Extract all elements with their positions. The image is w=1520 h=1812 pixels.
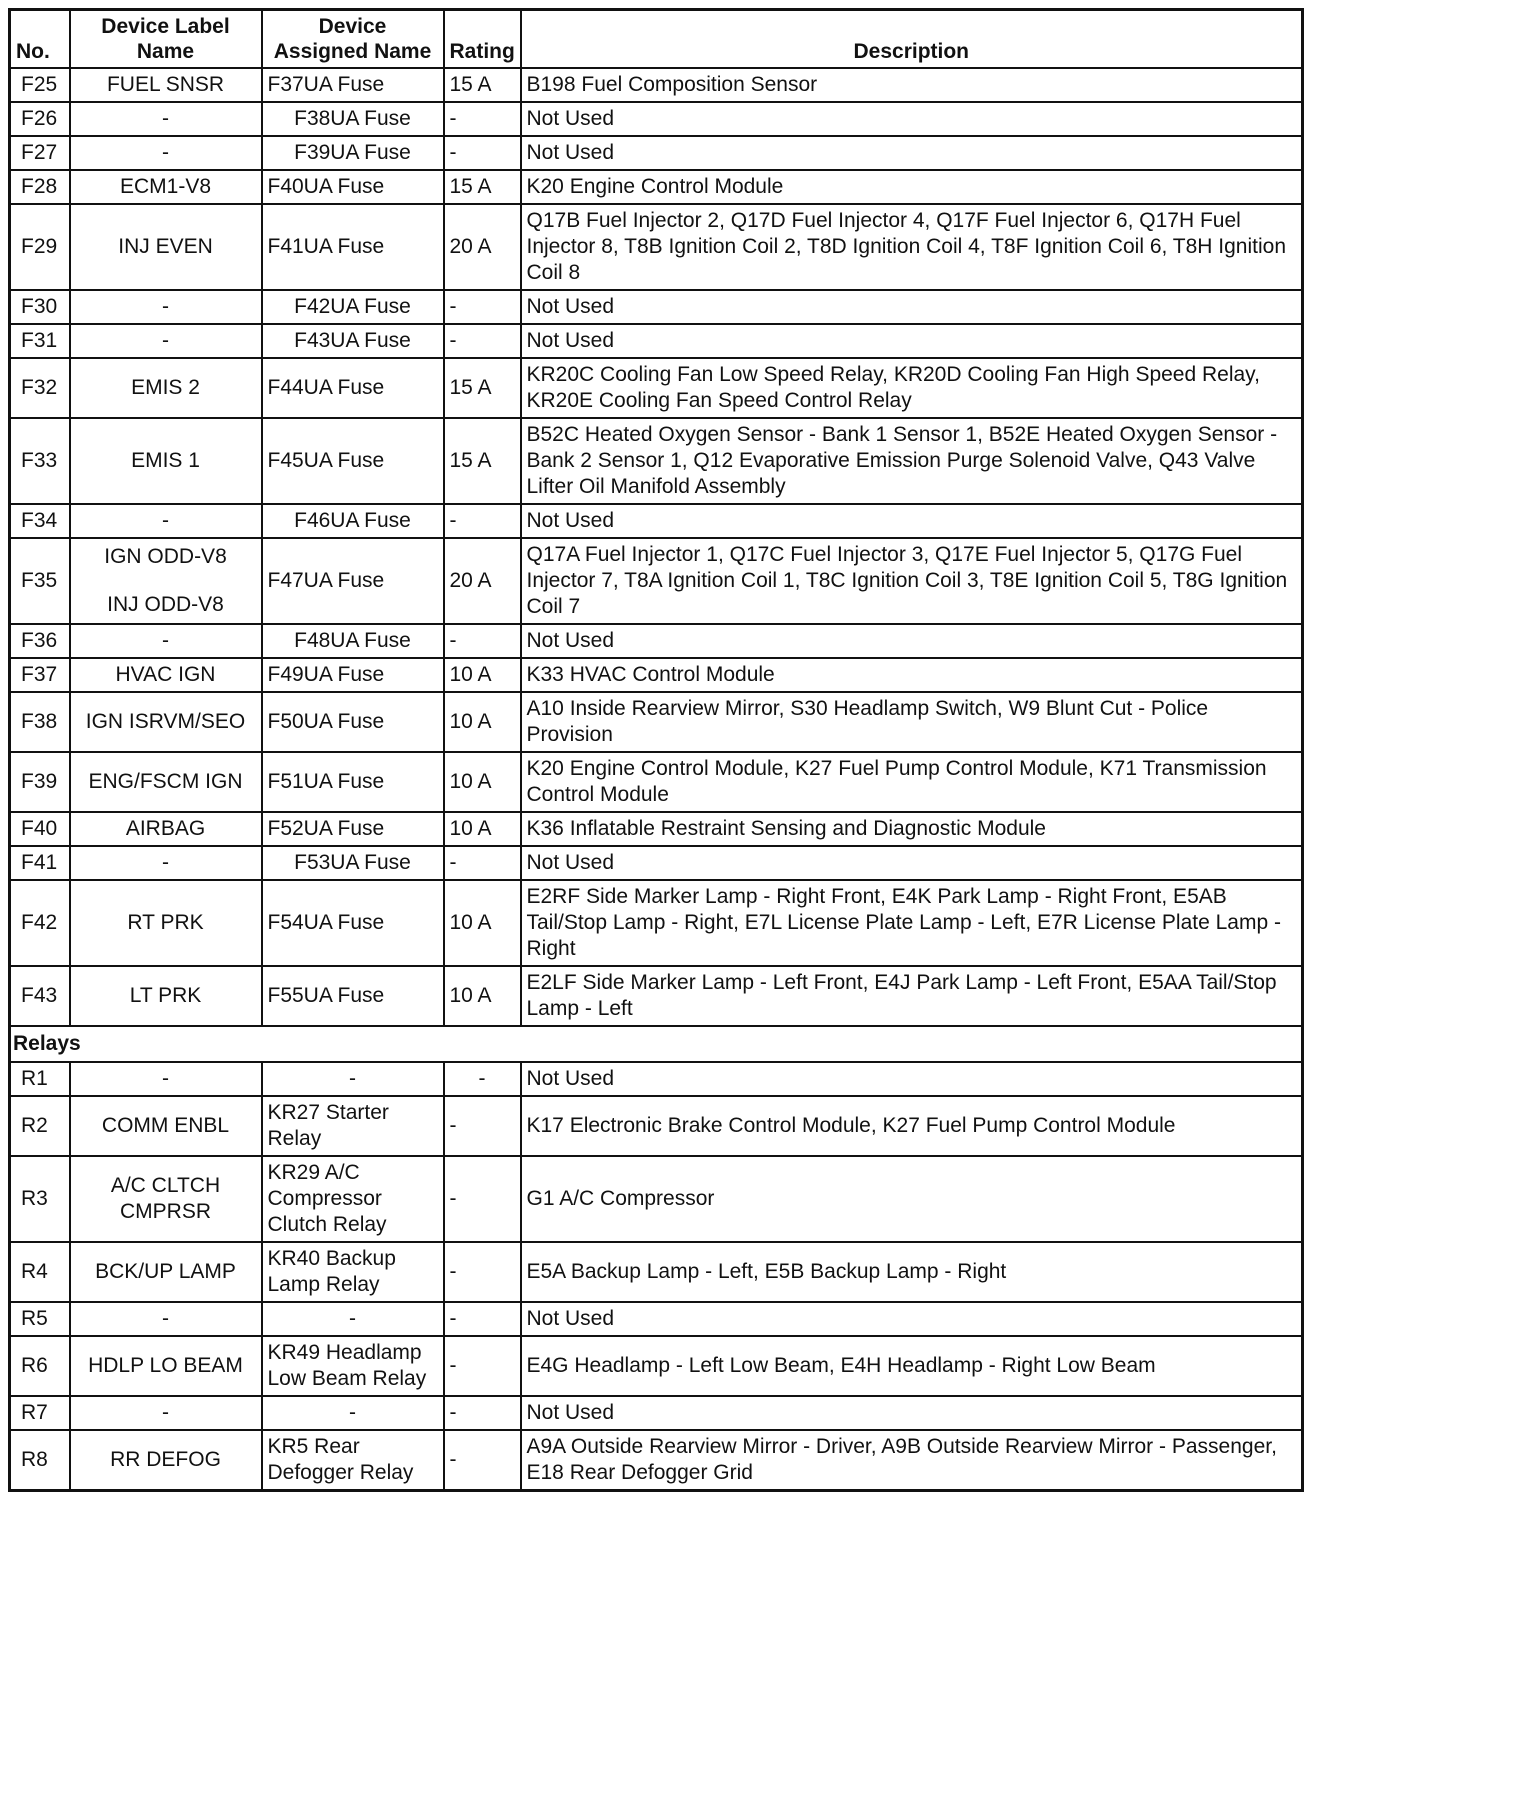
fuse-description: A10 Inside Rearview Mirror, S30 Headlamp Switch, W9 Blunt Cut - Police Provision [521, 692, 1303, 752]
relay-row [10, 1302, 1303, 1336]
fuse-rating: - [444, 290, 521, 324]
header-device-assigned-name [262, 10, 444, 69]
relay-assigned-name: KR27 Starter Relay [262, 1096, 444, 1156]
fuse-rating: 15 A [444, 170, 521, 204]
fuse-rating: 15 A [444, 358, 521, 418]
fuse-rating: 15 A [444, 418, 521, 504]
relay-assigned-name: KR49 Headlamp Low Beam Relay [262, 1336, 444, 1396]
fuse-row [10, 170, 1303, 204]
fuse-rating: - [444, 102, 521, 136]
fuse-no: F42 [10, 880, 70, 966]
fuse-assigned-name: F52UA Fuse [262, 812, 444, 846]
fuse-assigned-name: F45UA Fuse [262, 418, 444, 504]
fuse-label-line2: INJ ODD-V8 [107, 593, 224, 616]
relay-row [10, 1096, 1303, 1156]
relay-label-name: COMM ENBL [70, 1096, 262, 1156]
relay-rating: - [444, 1242, 521, 1302]
fuse-rating: 10 A [444, 658, 521, 692]
fuse-description: K20 Engine Control Module, K27 Fuel Pump Control Module, K71 Transmission Control Module [521, 752, 1303, 812]
fuse-description: K20 Engine Control Module [521, 170, 1303, 204]
fuse-no: F38 [10, 692, 70, 752]
fuse-label-name: - [70, 504, 262, 538]
relay-description: E5A Backup Lamp - Left, E5B Backup Lamp - Right [521, 1242, 1303, 1302]
fuse-description: Q17A Fuel Injector 1, Q17C Fuel Injector 3, Q17E Fuel Injector 5, Q17G Fuel Injector 7, T8A Ignition Coil 1, T8C Ignition Coil 3, T8E Ignition Coil 5, T8G Ignition Coil 7 [521, 538, 1303, 624]
fuse-rating: 20 A [444, 204, 521, 290]
fuse-rating: 10 A [444, 966, 521, 1026]
fuse-assigned-name: F50UA Fuse [262, 692, 444, 752]
fuse-row [10, 418, 1303, 504]
relay-label-name: - [70, 1062, 262, 1096]
relay-rating: - [444, 1336, 521, 1396]
relay-rating: - [444, 1302, 521, 1336]
fuse-description: B52C Heated Oxygen Sensor - Bank 1 Sensor 1, B52E Heated Oxygen Sensor - Bank 2 Sensor 1, Q12 Evaporative Emission Purge Solenoid Valve, Q43 Valve Lifter Oil Manifold Assembly [521, 418, 1303, 504]
relay-description: Not Used [521, 1302, 1303, 1336]
fuse-label-name: HVAC IGN [70, 658, 262, 692]
fuse-assigned-name: F42UA Fuse [262, 290, 444, 324]
relay-row [10, 1062, 1303, 1096]
fuse-label-name: FUEL SNSR [70, 68, 262, 102]
relay-label-name: BCK/UP LAMP [70, 1242, 262, 1302]
relay-assigned-name: KR29 A/C Compressor Clutch Relay [262, 1156, 444, 1242]
fuse-rating: 15 A [444, 68, 521, 102]
fuse-row [10, 812, 1303, 846]
fuse-assigned-name: F46UA Fuse [262, 504, 444, 538]
relay-rating: - [444, 1096, 521, 1156]
fuse-description: B198 Fuel Composition Sensor [521, 68, 1303, 102]
fuse-no: F25 [10, 68, 70, 102]
fuse-row [10, 658, 1303, 692]
header-no: No. [10, 10, 70, 69]
fuse-assigned-name: F51UA Fuse [262, 752, 444, 812]
fuse-label-name: RT PRK [70, 880, 262, 966]
relay-row [10, 1336, 1303, 1396]
relay-row [10, 1156, 1303, 1242]
header-device-label-name [70, 10, 262, 69]
header-device-label-line2: Name [136, 40, 195, 63]
relay-no: R1 [10, 1062, 70, 1096]
fuse-rating: - [444, 136, 521, 170]
fuse-assigned-name: F43UA Fuse [262, 324, 444, 358]
relay-description: G1 A/C Compressor [521, 1156, 1303, 1242]
fuse-assigned-name: F44UA Fuse [262, 358, 444, 418]
header-device-assigned-line1: Device [318, 15, 387, 38]
fuse-no: F36 [10, 624, 70, 658]
fuse-row [10, 966, 1303, 1026]
fuse-no: F29 [10, 204, 70, 290]
fuse-label-name: ENG/FSCM IGN [70, 752, 262, 812]
relay-label-name: RR DEFOG [70, 1430, 262, 1491]
relay-no: R4 [10, 1242, 70, 1302]
fuse-no: F28 [10, 170, 70, 204]
relay-rating: - [444, 1062, 521, 1096]
fuse-row [10, 504, 1303, 538]
fuse-row [10, 846, 1303, 880]
fuse-label-name: AIRBAG [70, 812, 262, 846]
fuse-no: F39 [10, 752, 70, 812]
fuse-relay-table [8, 8, 1304, 1492]
fuse-rating: 10 A [444, 880, 521, 966]
fuse-assigned-name: F53UA Fuse [262, 846, 444, 880]
fuse-rating: 10 A [444, 812, 521, 846]
relay-no: R3 [10, 1156, 70, 1242]
fuse-description: Not Used [521, 136, 1303, 170]
relay-assigned-name: KR40 Backup Lamp Relay [262, 1242, 444, 1302]
fuse-label-name: IGN ISRVM/SEO [70, 692, 262, 752]
fuse-label-name: EMIS 1 [70, 418, 262, 504]
fuse-row [10, 752, 1303, 812]
fuse-row [10, 68, 1303, 102]
fuse-no: F30 [10, 290, 70, 324]
fuse-label-name: - [70, 136, 262, 170]
fuse-row [10, 324, 1303, 358]
fuse-label-name: ECM1-V8 [70, 170, 262, 204]
fuse-no: F27 [10, 136, 70, 170]
fuse-rating: - [444, 504, 521, 538]
relay-no: R2 [10, 1096, 70, 1156]
relay-description: K17 Electronic Brake Control Module, K27 Fuel Pump Control Module [521, 1096, 1303, 1156]
fuse-row [10, 204, 1303, 290]
fuse-assigned-name: F55UA Fuse [262, 966, 444, 1026]
fuse-description: Not Used [521, 290, 1303, 324]
relay-rating: - [444, 1430, 521, 1491]
fuse-no: F26 [10, 102, 70, 136]
fuse-no: F31 [10, 324, 70, 358]
fuse-row [10, 136, 1303, 170]
fuse-description: Q17B Fuel Injector 2, Q17D Fuel Injector 4, Q17F Fuel Injector 6, Q17H Fuel Injector 8, T8B Ignition Coil 2, T8D Ignition Coil 4, T8F Ignition Coil 6, T8H Ignition Coil 8 [521, 204, 1303, 290]
fuse-row [10, 692, 1303, 752]
fuse-no: F41 [10, 846, 70, 880]
relay-label-name: HDLP LO BEAM [70, 1336, 262, 1396]
fuse-row [10, 358, 1303, 418]
fuse-description: Not Used [521, 504, 1303, 538]
fuse-no: F35 [10, 538, 70, 624]
relay-label-name: - [70, 1396, 262, 1430]
relays-heading: Relays [10, 1026, 1303, 1062]
fuse-row [10, 538, 1303, 624]
fuse-description: Not Used [521, 624, 1303, 658]
relays-section [10, 1026, 1303, 1062]
fuse-assigned-name: F40UA Fuse [262, 170, 444, 204]
fuse-row [10, 880, 1303, 966]
fuse-label-name: LT PRK [70, 966, 262, 1026]
fuse-no: F43 [10, 966, 70, 1026]
fuse-row [10, 102, 1303, 136]
relay-assigned-name: KR5 Rear Defogger Relay [262, 1430, 444, 1491]
fuse-label-name: - [70, 624, 262, 658]
relay-no: R8 [10, 1430, 70, 1491]
table-header-row [10, 10, 1303, 69]
fuse-row [10, 290, 1303, 324]
fuse-label-name: - [70, 324, 262, 358]
relay-row [10, 1430, 1303, 1491]
fuse-label-name: EMIS 2 [70, 358, 262, 418]
relay-description: A9A Outside Rearview Mirror - Driver, A9B Outside Rearview Mirror - Passenger, E18 Rear Defogger Grid [521, 1430, 1303, 1491]
fuse-description: K36 Inflatable Restraint Sensing and Diagnostic Module [521, 812, 1303, 846]
header-description: Description [521, 10, 1303, 69]
fuse-rows [10, 68, 1303, 1026]
relay-rows [10, 1062, 1303, 1491]
relay-rating: - [444, 1156, 521, 1242]
fuse-rating: - [444, 324, 521, 358]
fuse-rating: 10 A [444, 692, 521, 752]
fuse-rating: - [444, 624, 521, 658]
fuse-description: E2RF Side Marker Lamp - Right Front, E4K Park Lamp - Right Front, E5AB Tail/Stop Lamp - Right, E7L License Plate Lamp - Left, E7R License Plate Lamp - Right [521, 880, 1303, 966]
fuse-assigned-name: F54UA Fuse [262, 880, 444, 966]
relays-heading-row [10, 1026, 1303, 1062]
relay-label-name: - [70, 1302, 262, 1336]
fuse-no: F37 [10, 658, 70, 692]
header-rating: Rating [444, 10, 521, 69]
fuse-no: F40 [10, 812, 70, 846]
fuse-description: Not Used [521, 324, 1303, 358]
relay-description: E4G Headlamp - Left Low Beam, E4H Headlamp - Right Low Beam [521, 1336, 1303, 1396]
fuse-label-line1: IGN ODD-V8 [104, 545, 227, 568]
fuse-description: E2LF Side Marker Lamp - Left Front, E4J Park Lamp - Left Front, E5AA Tail/Stop Lamp - Left [521, 966, 1303, 1026]
relay-assigned-name: - [262, 1396, 444, 1430]
fuse-description: KR20C Cooling Fan Low Speed Relay, KR20D Cooling Fan High Speed Relay, KR20E Cooling Fan Speed Control Relay [521, 358, 1303, 418]
fuse-description: K33 HVAC Control Module [521, 658, 1303, 692]
relay-description: Not Used [521, 1396, 1303, 1430]
fuse-rating: - [444, 846, 521, 880]
fuse-description: Not Used [521, 102, 1303, 136]
fuse-label-name: - [70, 290, 262, 324]
relay-row [10, 1396, 1303, 1430]
relay-row [10, 1242, 1303, 1302]
fuse-assigned-name: F48UA Fuse [262, 624, 444, 658]
relay-assigned-name: - [262, 1302, 444, 1336]
fuse-rating: 20 A [444, 538, 521, 624]
fuse-rating: 10 A [444, 752, 521, 812]
header-device-label-line1: Device Label [101, 15, 230, 38]
fuse-assigned-name: F49UA Fuse [262, 658, 444, 692]
fuse-row [10, 624, 1303, 658]
relay-label-name: A/C CLTCH CMPRSR [70, 1156, 262, 1242]
relay-description: Not Used [521, 1062, 1303, 1096]
fuse-no: F33 [10, 418, 70, 504]
fuse-label-name [70, 538, 262, 624]
fuse-label-name: - [70, 102, 262, 136]
fuse-label-name: INJ EVEN [70, 204, 262, 290]
fuse-description: Not Used [521, 846, 1303, 880]
relay-assigned-name: - [262, 1062, 444, 1096]
fuse-no: F32 [10, 358, 70, 418]
fuse-assigned-name: F41UA Fuse [262, 204, 444, 290]
fuse-assigned-name: F38UA Fuse [262, 102, 444, 136]
relay-no: R6 [10, 1336, 70, 1396]
fuse-relay-table-sheet [8, 8, 1304, 1492]
fuse-label-name: - [70, 846, 262, 880]
relay-rating: - [444, 1396, 521, 1430]
header-device-assigned-line2: Assigned Name [273, 40, 432, 63]
fuse-assigned-name: F39UA Fuse [262, 136, 444, 170]
fuse-no: F34 [10, 504, 70, 538]
fuse-assigned-name: F37UA Fuse [262, 68, 444, 102]
relay-no: R5 [10, 1302, 70, 1336]
fuse-assigned-name: F47UA Fuse [262, 538, 444, 624]
relay-no: R7 [10, 1396, 70, 1430]
